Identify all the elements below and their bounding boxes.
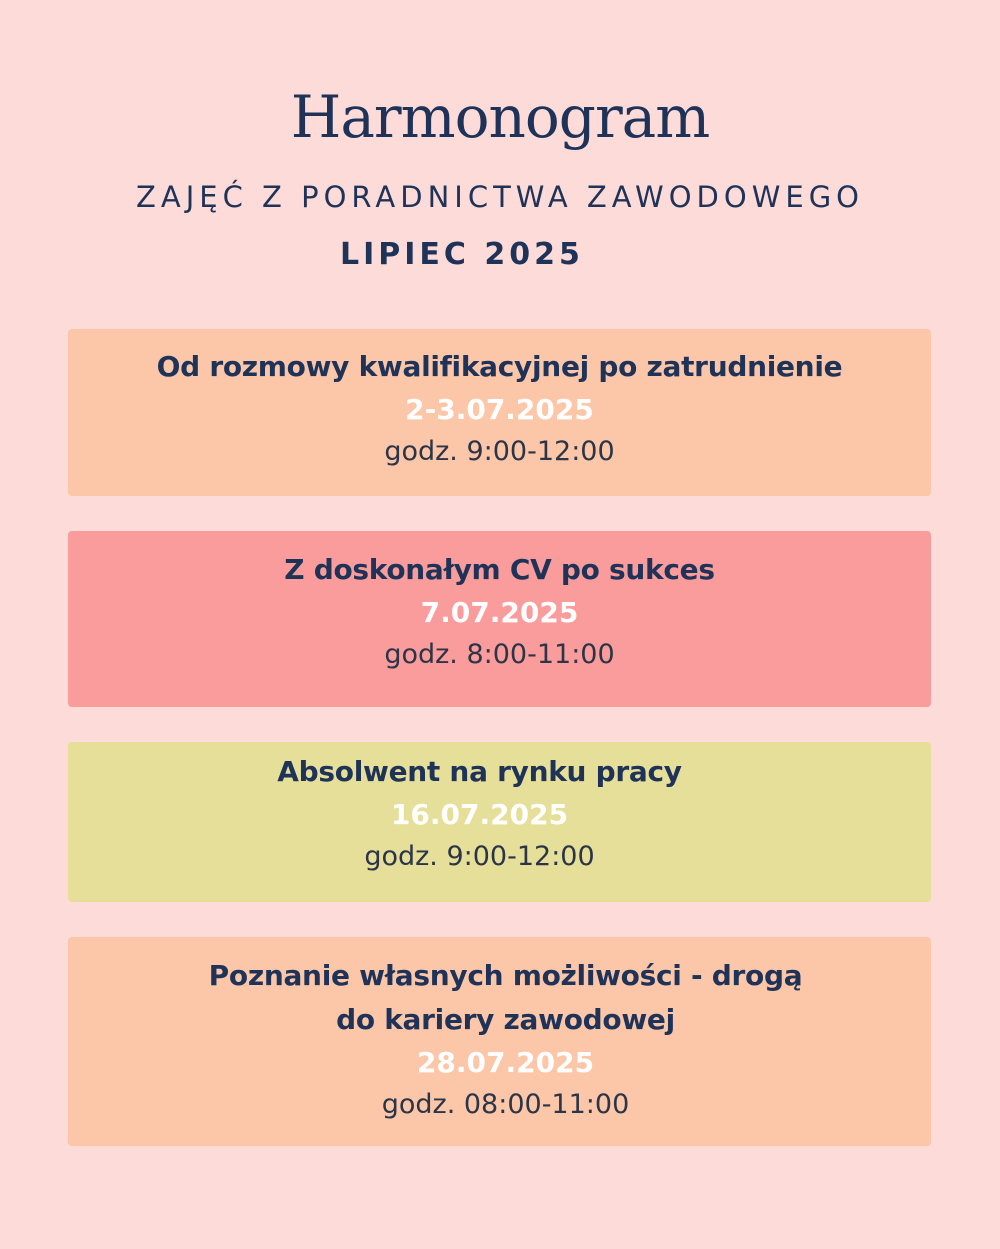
- session-date: 28.07.2025: [416, 1046, 595, 1079]
- session-card: [68, 329, 931, 496]
- session-name: Z doskonałym CV po sukces: [284, 553, 715, 586]
- session-card: [68, 531, 931, 707]
- page-subtitle: ZAJĘĆ Z PORADNICTWA ZAWODOWEGO: [135, 180, 865, 214]
- session-name: Od rozmowy kwalifikacyjnej po zatrudnienie: [156, 350, 843, 383]
- session-hours: godz. 9:00-12:00: [384, 436, 615, 467]
- session-name: Absolwent na rynku pracy: [277, 755, 682, 788]
- page-title: Harmonogram: [290, 83, 710, 151]
- session-card: [68, 742, 931, 902]
- session-name-line-2: do kariery zawodowej: [336, 1003, 675, 1036]
- session-hours: godz. 8:00-11:00: [384, 639, 615, 670]
- month-label: LIPIEC 2025: [340, 237, 584, 272]
- session-card: [68, 937, 931, 1146]
- session-hours: godz. 08:00-11:00: [381, 1089, 630, 1120]
- session-date: 2-3.07.2025: [405, 393, 594, 426]
- session-date: 16.07.2025: [390, 798, 569, 831]
- session-date: 7.07.2025: [420, 596, 579, 629]
- session-hours: godz. 9:00-12:00: [364, 841, 595, 872]
- session-name-line-1: Poznanie własnych możliwości - drogą: [208, 959, 803, 992]
